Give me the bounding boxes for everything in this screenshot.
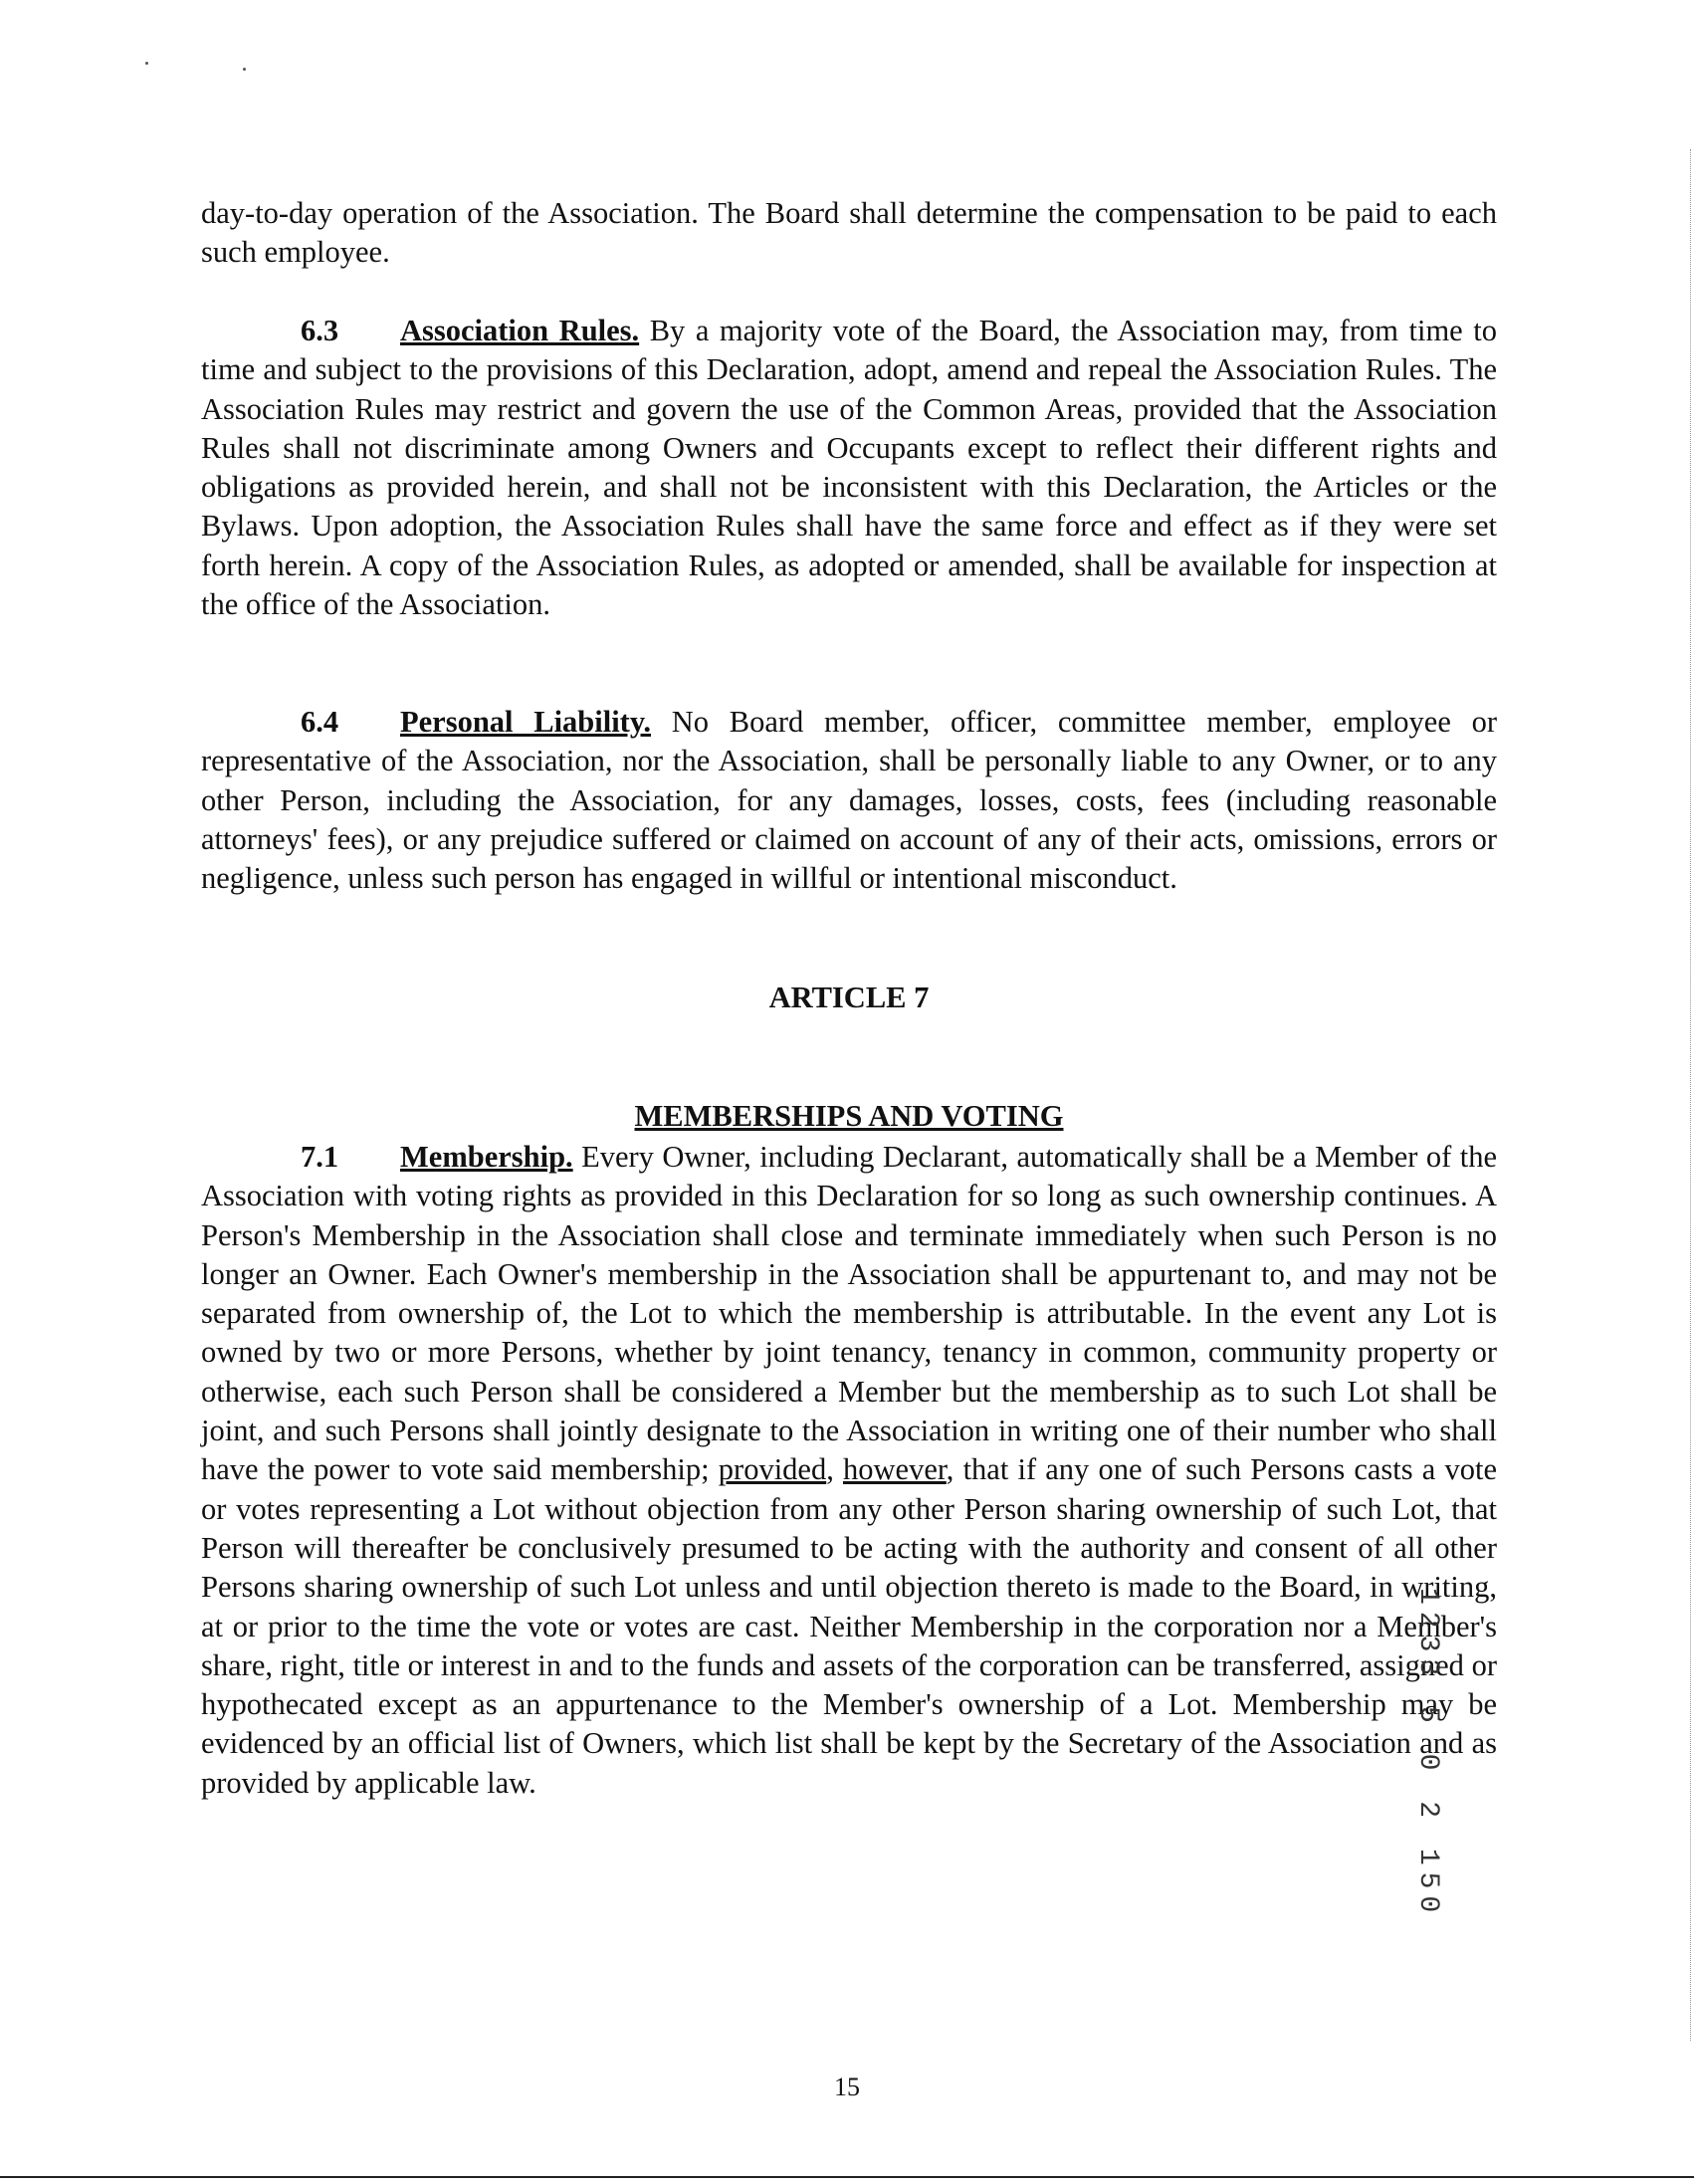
section-title: Membership. (400, 1140, 573, 1174)
side-document-stamp: 1233 5 0 2 150 (1412, 1588, 1443, 1920)
page-number: 15 (834, 2073, 860, 2101)
section-body-b: , that if any one of such Persons casts a vote or votes representing a Lot without objection from any other Person sharing ownership of such Lot, that Person will thereafter be conclusively presumed to be acting with the authority and consent of all other Persons sharing ownership of such Lot unless and until objection thereto is made to the Board, in writing, at or prior to the time the vote or votes are cast. Neither Membership in the corporation nor a Member's share, right, title or interest in and to the funds and assets of the corporation can be transferred, assigned or hypothecated except as an appurtenance to the Member's ownership of a Lot. Membership may be evidenced by an official list of Owners, which list shall be kept by the Secretary of the Association and as provided by applicable law. (201, 1452, 1497, 1800)
section-title: Personal Liability. (400, 705, 652, 739)
section-title: Association Rules. (400, 314, 640, 347)
however-term: however (843, 1452, 947, 1487)
scan-bottom-edge (0, 2176, 1694, 2178)
provided-term: provided (718, 1452, 827, 1487)
section-number: 7.1 (301, 1140, 339, 1174)
section-7-1 (201, 1138, 1497, 1920)
paragraph-intro: day-to-day operation of the Association. The Board shall determine the compensation to be paid to each such employee. (201, 196, 1497, 270)
article-heading: ARTICLE 7 (768, 981, 930, 1014)
section-number: 6.3 (301, 314, 339, 347)
section-6-4 (201, 703, 1497, 898)
comma: , (826, 1452, 843, 1487)
section-6-3 (201, 312, 1497, 624)
article-title: MEMBERSHIPS AND VOTING (634, 1099, 1064, 1133)
section-body-a: Every Owner, including Declarant, automatically shall be a Member of the Association with voting rights as provided in this Declaration for so long as such ownership continues. A Person's Membership in the Association shall close and terminate immediately when such Person is no longer an Owner. Each Owner's membership in the Association shall be appurtenant to, and may not be separated from ownership of, the Lot to which the membership is attributable. In the event any Lot is owned by two or more Persons, whether by joint tenancy, tenancy in common, community property or otherwise, each such Person shall be considered a Member but the membership as to such Lot shall be joint, and such Persons shall jointly designate to the Association in writing one of their number who shall have the power to vote said membership; (201, 1140, 1497, 1487)
section-body: By a majority vote of the Board, the Association may, from time to time and subject to the provisions of this Declaration, adopt, amend and repeal the Association Rules. The Association Rules may restrict and govern the use of the Common Areas, provided that the Association Rules shall not discriminate among Owners and Occupants except to reflect their different rights and obligations as provided herein, and shall not be inconsistent with this Declaration, the Articles or the Bylaws. Upon adoption, the Association Rules shall have the same force and effect as if they were set forth herein. A copy of the Association Rules, as adopted or amended, shall be available for inspection at the office of the Association. (201, 314, 1497, 622)
section-body: No Board member, officer, committee member, employee or representative of the Association, nor the Association, shall be personally liable to any Owner, or to any other Person, including the Association, for any damages, losses, costs, fees (including reasonable attorneys' fees), or any prejudice suffered or claimed on account of any of their acts, omissions, errors or negligence, unless such person has engaged in willful or intentional misconduct. (201, 705, 1497, 896)
scan-edge-line (1690, 149, 1692, 2041)
section-number: 6.4 (301, 705, 339, 739)
